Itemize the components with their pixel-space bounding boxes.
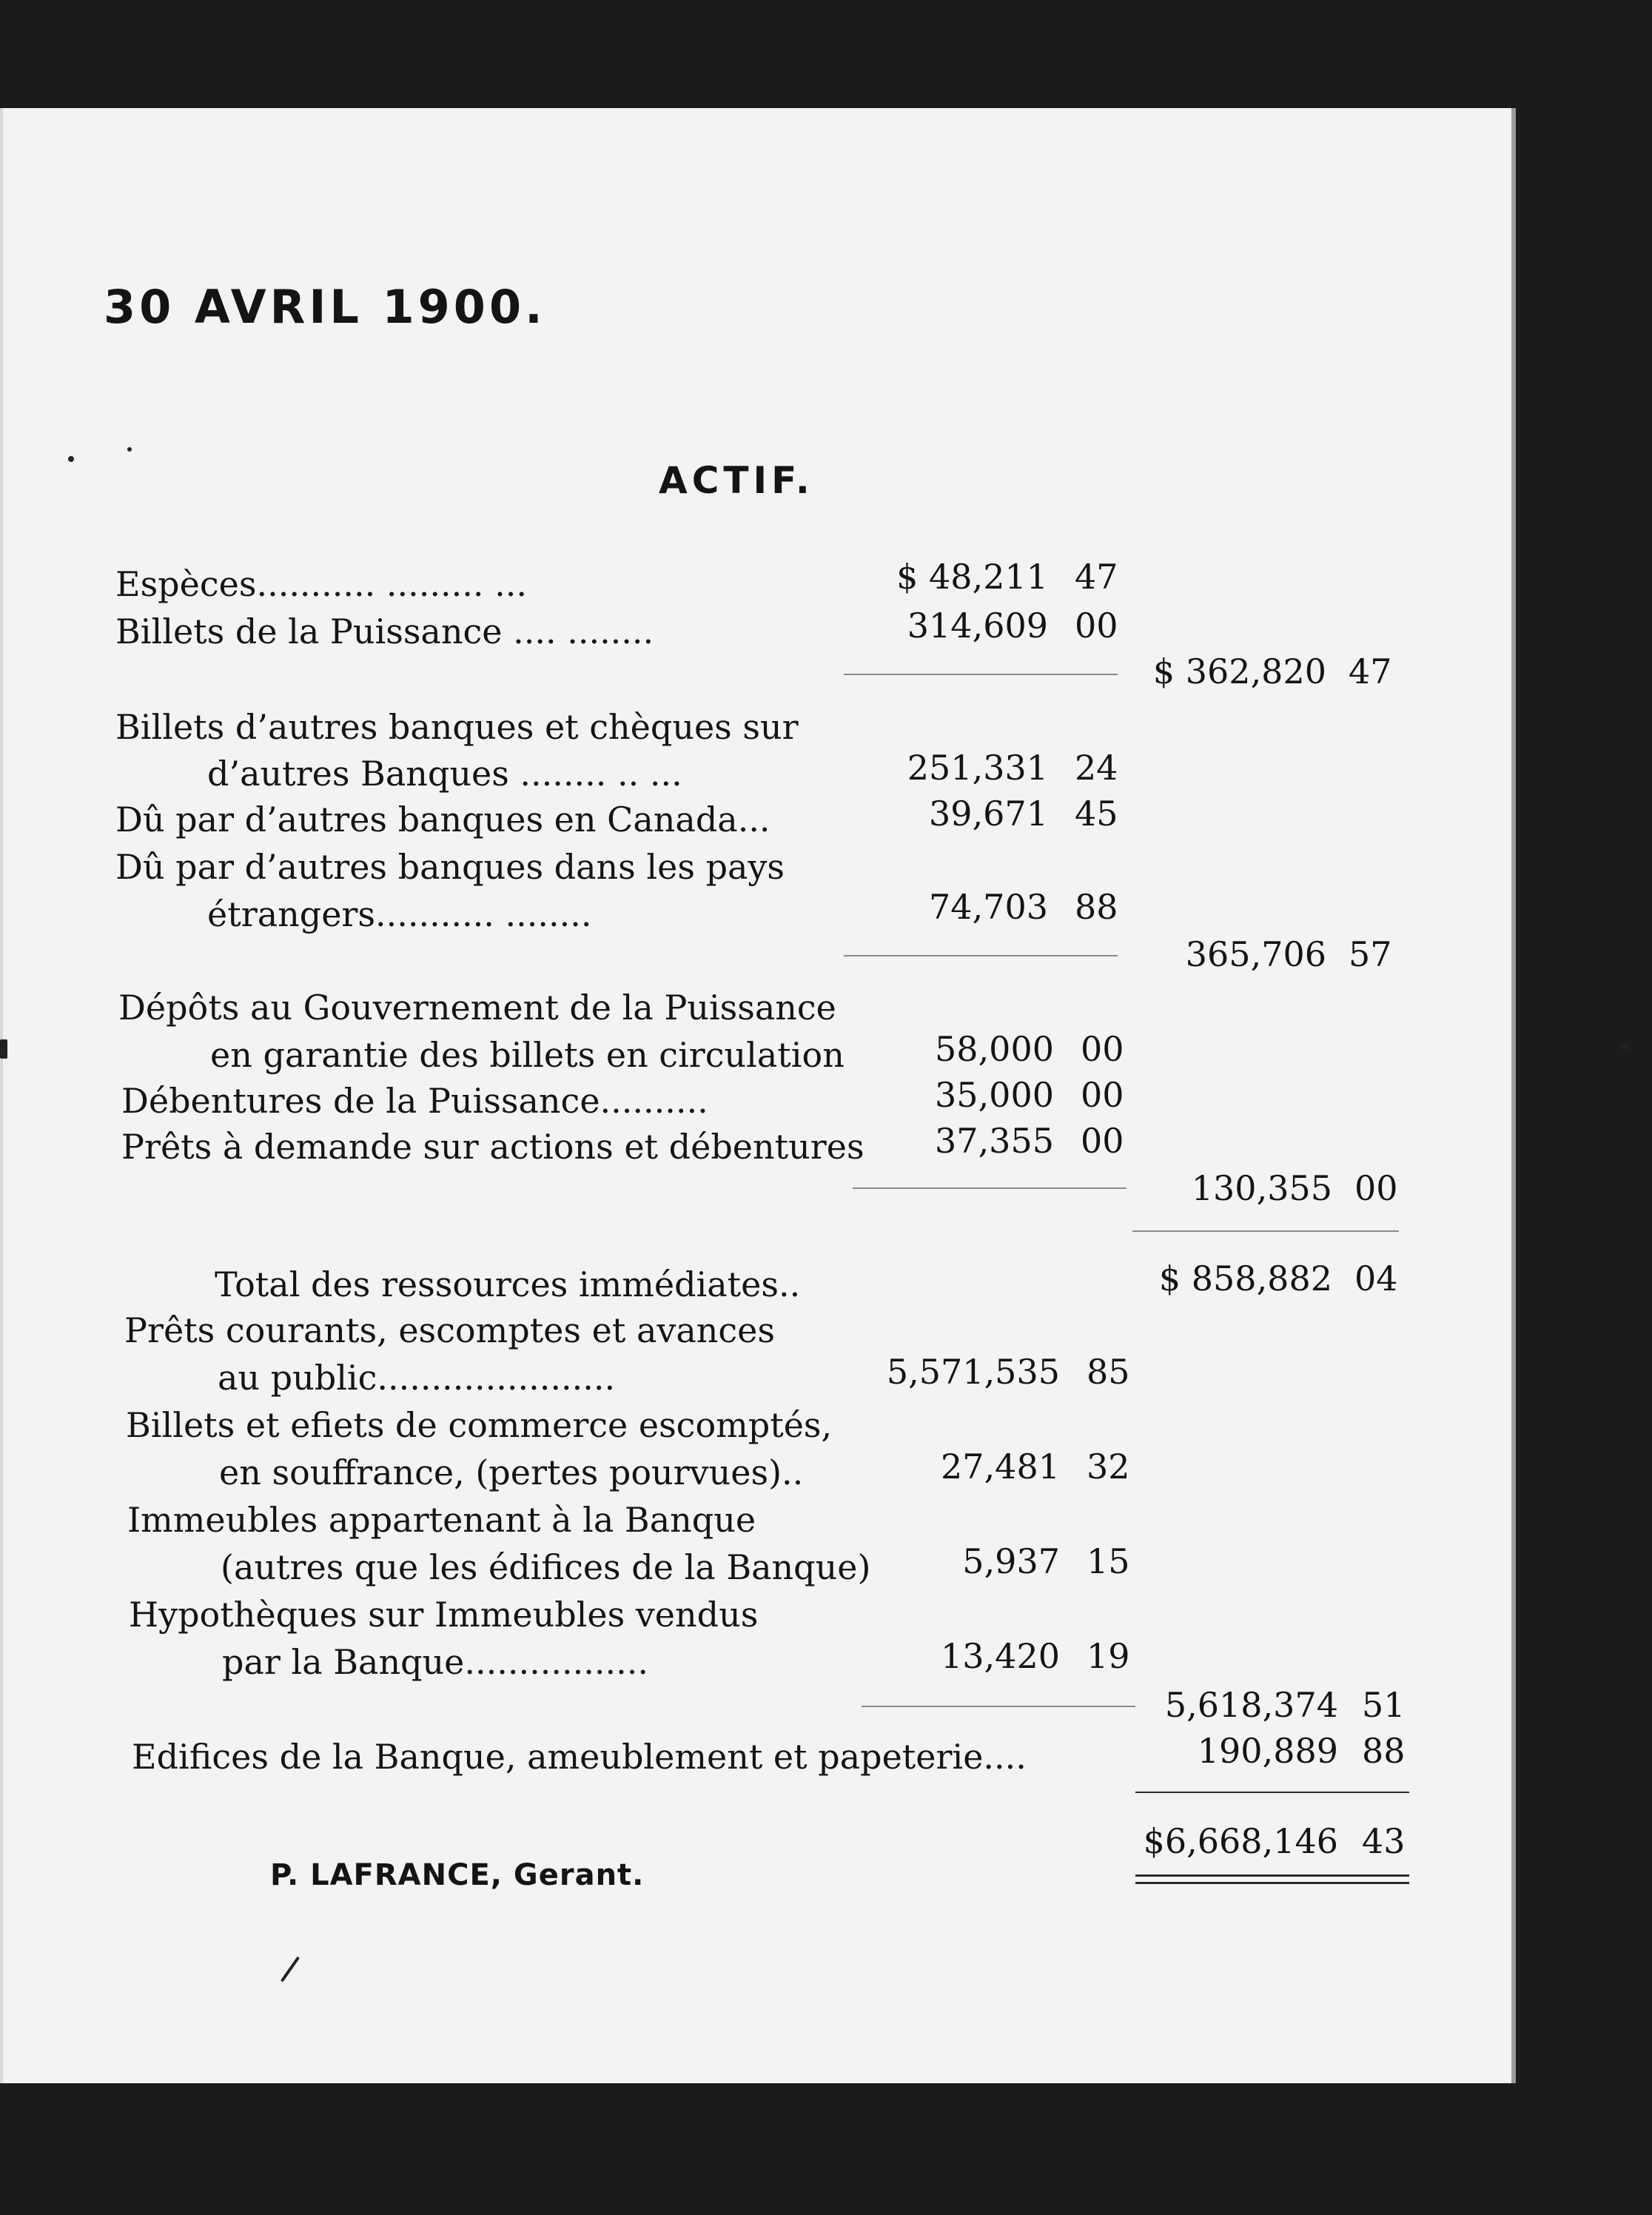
double-rule-top	[1135, 1874, 1409, 1877]
scan-speck	[68, 456, 74, 462]
row-label: Espèces........... ......... ...	[115, 564, 527, 604]
row-label: par la Banque.................	[222, 1642, 648, 1682]
column-rule	[1135, 1792, 1409, 1793]
cents: 85	[1087, 1352, 1130, 1392]
amount: 5,937	[962, 1541, 1060, 1581]
subtotal: $ 362,820	[1152, 651, 1326, 691]
column-rule	[853, 1187, 1126, 1189]
scan-speck	[0, 1039, 7, 1059]
row-label: Immeubles appartenant à la Banque	[127, 1500, 756, 1540]
subtotal: 5,618,374	[1164, 1685, 1338, 1725]
report-date: 30 AVRIL 1900.	[104, 280, 546, 334]
cents: 32	[1087, 1447, 1130, 1487]
cents: 00	[1075, 606, 1118, 646]
row-label: Billets d’autres banques et chèques sur	[115, 707, 799, 747]
cents: 00	[1081, 1075, 1124, 1115]
cents: 88	[1075, 887, 1118, 927]
grand-total: $6,668,146	[1143, 1821, 1338, 1861]
row-label: en garantie des billets en circulation	[210, 1035, 845, 1075]
row-label: Dû par d’autres banques dans les pays	[115, 847, 785, 887]
amount: 39,671	[929, 794, 1048, 834]
amount: 5,571,535	[886, 1352, 1060, 1392]
amount: 35,000	[935, 1075, 1054, 1115]
row-label: Hypothèques sur Immeubles vendus	[129, 1595, 759, 1635]
row-label: Billets et efiets de commerce escomptés,	[126, 1405, 833, 1445]
section-title: ACTIF.	[659, 459, 814, 502]
row-label: d’autres Banques ........ .. ...	[207, 754, 682, 794]
row-label: Débentures de la Puissance..........	[121, 1081, 708, 1121]
row-label: Prêts courants, escomptes et avances	[124, 1310, 776, 1350]
signature: P. LAFRANCE, Gerant.	[270, 1858, 645, 1892]
row-label: (autres que les édifices de la Banque)	[221, 1547, 871, 1587]
row-label: Prêts à demande sur actions et débentures	[121, 1127, 864, 1167]
subtotal: $ 858,882	[1158, 1259, 1332, 1298]
column-rule	[844, 674, 1118, 675]
cents: 15	[1087, 1541, 1130, 1581]
column-rule	[844, 955, 1118, 956]
subtotal-cents: 04	[1354, 1259, 1398, 1298]
grand-total-cents: 43	[1362, 1821, 1406, 1861]
scan-speck	[1619, 1044, 1630, 1050]
amount: $ 48,211	[896, 557, 1048, 597]
amount: 27,481	[941, 1447, 1060, 1487]
cents: 00	[1081, 1121, 1124, 1161]
cents: 45	[1075, 794, 1118, 834]
amount: 58,000	[935, 1029, 1054, 1069]
subtotal-cents: 47	[1349, 651, 1392, 691]
row-label: Edifices de la Banque, ameublement et papeterie....	[132, 1737, 1027, 1777]
cents: 47	[1075, 557, 1118, 597]
cents: 00	[1081, 1029, 1124, 1069]
column-rule	[862, 1706, 1135, 1707]
subtotal-cents: 88	[1362, 1731, 1406, 1771]
amount: 37,355	[935, 1121, 1054, 1161]
amount: 74,703	[929, 887, 1048, 927]
row-label: Dépôts au Gouvernement de la Puissance	[118, 988, 836, 1028]
row-label: Total des ressources immédiates..	[215, 1264, 801, 1304]
page-edge	[1511, 108, 1516, 2083]
subtotal: 365,706	[1185, 934, 1326, 974]
subtotal: 130,355	[1191, 1168, 1332, 1208]
row-label: au public......................	[218, 1358, 616, 1398]
scan-speck	[127, 447, 132, 452]
subtotal-cents: 51	[1362, 1685, 1406, 1725]
amount: 13,420	[941, 1636, 1060, 1676]
amount: 251,331	[907, 748, 1048, 788]
subtotal-cents: 00	[1354, 1168, 1398, 1208]
row-label: Billets de la Puissance .... ........	[115, 611, 654, 651]
subtotal: 190,889	[1197, 1731, 1338, 1771]
row-label: étrangers........... ........	[207, 894, 592, 934]
subtotal-cents: 57	[1349, 934, 1392, 974]
column-rule	[1132, 1230, 1399, 1232]
amount: 314,609	[907, 606, 1048, 646]
row-label: Dû par d’autres banques en Canada...	[115, 800, 770, 840]
double-rule-bottom	[1135, 1882, 1409, 1884]
cents: 19	[1087, 1636, 1130, 1676]
cents: 24	[1075, 748, 1118, 788]
row-label: en souffrance, (pertes pourvues)..	[219, 1452, 804, 1492]
